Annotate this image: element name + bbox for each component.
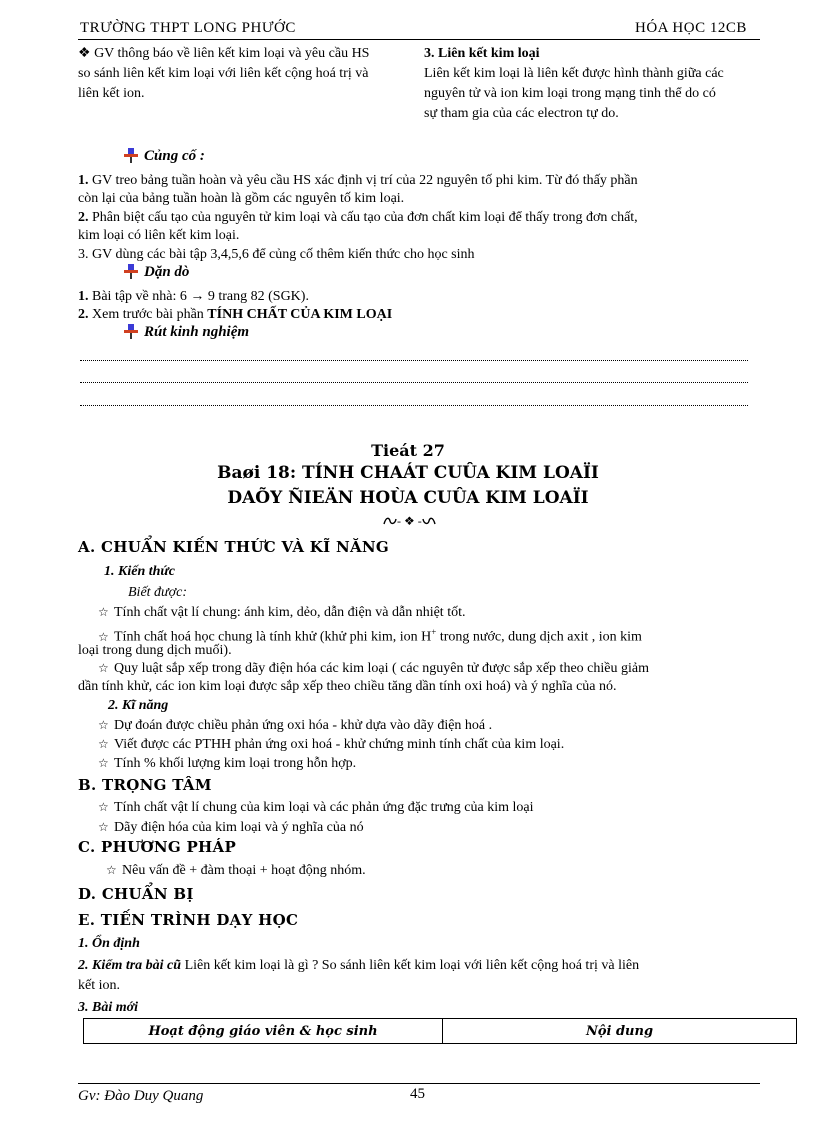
section-a-s1: ☆ Dự đoán được chiều phản ứng oxi hóa - khử dựa vào dãy điện hoá . [98,718,493,733]
cung-co-item-2a: 2. Phân biệt cấu tạo của nguyên tử kim loại và cấu tạo của đơn chất kim loại để thấy trong đơn chất, [78,210,638,225]
pushpin-icon [122,147,140,163]
section-a-k1: ☆ Tính chất vật lí chung: ánh kim, dẻo, dẫn điện và dẫn nhiệt tốt. [98,605,466,620]
flourish-left-icon [383,516,397,526]
cung-co-item-1a: 1. GV treo bảng tuần hoàn và yêu cầu HS xác định vị trí của 22 nguyên tố phi kim. Từ đó thấy phần [78,173,638,188]
section-e-e2a: 2. Kiểm tra bài cũ Liên kết kim loại là gì ? So sánh liên kết kim loại với liên kết cộng hoá trị và liên [78,958,640,973]
top-left-line-3: liên kết ion. [78,86,145,101]
header-school: TRƯỜNG THPT LONG PHƯỚC [80,20,296,36]
dotted-line [80,382,748,383]
footer-teacher: Gv: Đào Duy Quang [78,1088,204,1104]
section-a-sub2: 2. Kĩ năng [108,698,169,713]
lesson-title-1: Baøi 18: TÍNH CHAÁT CUÛA KIM LOAÏI [217,463,599,483]
section-b-b1: ☆ Tính chất vật lí chung của kim loại và các phản ứng đặc trưng của kim loại [98,800,534,815]
table-header-row [84,1019,797,1044]
table-header-content: Nội dung [443,1019,797,1044]
lesson-table [83,1018,797,1044]
dan-do-item-1: 1. Bài tập về nhà: 6 → 9 trang 82 (SGK). [78,289,309,304]
footer-page-number: 45 [410,1086,425,1102]
header-rule [78,39,760,40]
star-bullet-icon: ☆ [98,629,109,644]
lesson-tiet: Tieát 27 [371,441,445,460]
section-e-e2b: kết ion. [78,978,120,993]
section-a-k2b: loại trong dung dịch muối). [78,643,232,658]
section-a-k3a: ☆ Quy luật sắp xếp trong dãy điện hóa các kim loại ( các nguyên tử được sắp xếp theo chiều giảm [98,661,649,676]
dotted-line [80,360,748,361]
top-right-line-1: Liên kết kim loại là liên kết được hình thành giữa các [424,66,724,81]
pushpin-icon [122,323,140,339]
lesson-title-2: DAÕY ÑIEÄN HOÙA CUÛA KIM LOAÏI [227,488,589,508]
section-a-sub1: 1. Kiến thức [104,564,176,579]
dan-do-item-2: 2. Xem trước bài phần TÍNH CHẤT CỦA KIM LOẠI [78,307,393,322]
section-e-e1: 1. Ổn định [78,936,140,951]
star-bullet-icon: ☆ [98,605,109,619]
ornament: - ❖ - [383,514,436,529]
header-subject: HÓA HỌC 12CB [635,20,747,36]
cung-co-item-2b: kim loại có liên kết kim loại. [78,228,240,243]
pushpin-icon [122,263,140,279]
star-bullet-icon: ☆ [98,737,109,751]
section-a-s2: ☆ Viết được các PTHH phản ứng oxi hoá - khử chứng minh tính chất của kim loại. [98,737,565,752]
cung-co-item-3: 3. GV dùng các bài tập 3,4,5,6 để củng cố thêm kiến thức cho học sinh [78,247,475,262]
table-header-activities: Hoạt động giáo viên & học sinh [84,1019,443,1044]
section-e-heading: E. TIẾN TRÌNH DẠY HỌC [78,911,299,929]
section-a-k3b: dần tính khử, các ion kim loại được sắp xếp theo chiều tăng dần tính oxi hoá) và ý nghĩa của nó. [78,679,617,694]
star-bullet-icon: ☆ [98,718,109,732]
flourish-right-icon [422,516,436,526]
cung-co-item-1b: còn lại của bảng tuần hoàn là gồm các nguyên tố kim loại. [78,191,405,206]
top-right-line-3: sự tham gia của các electron tự do. [424,106,619,121]
section-a-s3: ☆ Tính % khối lượng kim loại trong hỗn hợp. [98,756,357,771]
section-e-e3: 3. Bài mới [78,1000,139,1015]
diamond-bullet-icon: ❖ [78,46,95,61]
top-right-title: 3. Liên kết kim loại [424,46,540,61]
top-right-line-2: nguyên tử và ion kim loại trong mạng tinh thể do có [424,86,716,101]
section-b-heading: B. TRỌNG TÂM [78,776,212,794]
section-a-heading: A. CHUẨN KIẾN THỨC VÀ KĨ NĂNG [78,538,390,556]
section-a-k2a: ☆ Tính chất hoá học chung là tính khử (khử phi kim, ion H+ trong nước, dung dịch axit , ion kim [98,627,642,645]
top-left-line-1: ❖ GV thông báo về liên kết kim loại và yêu cầu HS [78,46,370,61]
dotted-line [80,405,748,406]
rut-kinh-nghiem-title: Rút kinh nghiệm [122,323,249,341]
section-d-heading: D. CHUẨN BỊ [78,885,194,903]
star-bullet-icon: ☆ [98,756,109,770]
section-c-c1: ☆ Nêu vấn đề + đàm thoại + hoạt động nhóm. [106,863,366,878]
section-a-biet: Biết được: [128,585,188,600]
footer-rule [78,1083,760,1084]
star-bullet-icon: ☆ [106,863,117,877]
cung-co-title: Củng cố : [122,147,205,165]
star-bullet-icon: ☆ [98,820,109,834]
dan-do-title: Dặn dò [122,263,189,281]
section-b-b2: ☆ Dãy điện hóa của kim loại và ý nghĩa của nó [98,820,364,835]
top-left-line-2: so sánh liên kết kim loại với liên kết cộng hoá trị và [78,66,369,81]
section-c-heading: C. PHƯƠNG PHÁP [78,838,237,856]
star-bullet-icon: ☆ [98,800,109,814]
star-bullet-icon: ☆ [98,661,109,675]
